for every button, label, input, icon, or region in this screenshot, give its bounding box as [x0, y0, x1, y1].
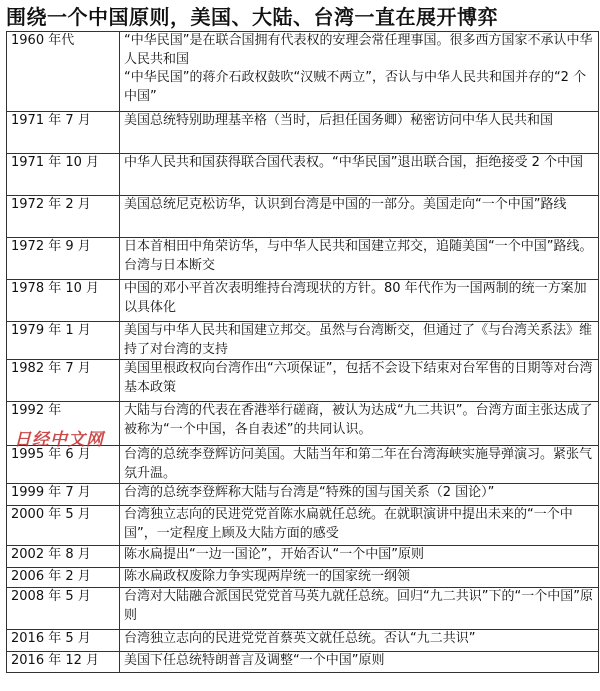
row-event: 台湾的总统李登辉称大陆与台湾是“特殊的国与国关系（2 国论）” [120, 484, 599, 506]
table-row [7, 588, 599, 630]
row-event: 美国里根政权向台湾作出“六项保证”，包括不会设下结束对台军售的日期等对台湾基本政策 [120, 360, 599, 402]
table-row [7, 280, 599, 322]
row-date: 1972 年 9 月 [7, 238, 120, 280]
row-event: 陈水扁政权废除力争实现两岸统一的国家统一纲领 [120, 568, 599, 588]
row-event: 美国下任总统特朗普言及调整“一个中国”原则 [120, 652, 599, 673]
table-row [7, 112, 599, 154]
row-date: 2016 年 5 月 [7, 630, 120, 652]
page-title: 围绕一个中国原则，美国、大陆、台湾一直在展开博弈 [6, 5, 498, 29]
row-date: 1972 年 2 月 [7, 196, 120, 238]
row-event: 台湾独立志向的民进党党首陈水扁就任总统。在就职演讲中提出未来的“一个中国”，一定程度上顾及大陆方面的感受 [120, 506, 599, 546]
row-event: 台湾的总统李登辉访问美国。大陆当年和第二年在台湾海峡实施导弹演习。紧张气氛升温。 [120, 446, 599, 484]
table-row [7, 360, 599, 402]
row-date: 2006 年 2 月 [7, 568, 120, 588]
row-date: 1999 年 7 月 [7, 484, 120, 506]
row-date: 1971 年 10 月 [7, 154, 120, 196]
table-row [7, 154, 599, 196]
table-row [7, 568, 599, 588]
row-date: 1992 年 [7, 402, 120, 446]
row-event: 台湾独立志向的民进党党首蔡英文就任总统。否认“九二共识” [120, 630, 599, 652]
table-row [7, 322, 599, 360]
table-row [7, 630, 599, 652]
row-event: 美国与中华人民共和国建立邦交。虽然与台湾断交，但通过了《与台湾关系法》维持了对台湾的支持 [120, 322, 599, 360]
table-row [7, 446, 599, 484]
row-date: 1960 年代 [7, 32, 120, 112]
row-date: 1978 年 10 月 [7, 280, 120, 322]
table-row [7, 546, 599, 568]
row-event: “中华民国”是在联合国拥有代表权的安理会常任理事国。很多西方国家不承认中华人民共和国 “中华民国”的蒋介石政权鼓吹“汉贼不两立”，否认与中华人民共和国并存的“2 个中国” [120, 32, 599, 112]
row-date: 2002 年 8 月 [7, 546, 120, 568]
table-row [7, 484, 599, 506]
row-event: 美国总统特别助理基辛格（当时，后担任国务卿）秘密访问中华人民共和国 [120, 112, 599, 154]
row-event: 台湾对大陆融合派国民党党首马英九就任总统。回归“九二共识”下的“一个中国”原则 [120, 588, 599, 630]
row-event: 美国总统尼克松访华，认识到台湾是中国的一部分。美国走向“一个中国”路线 [120, 196, 599, 238]
row-date: 1971 年 7 月 [7, 112, 120, 154]
table-row [7, 652, 599, 673]
row-date: 1982 年 7 月 [7, 360, 120, 402]
table-row [7, 32, 599, 112]
row-event: 大陆与台湾的代表在香港举行磋商，被认为达成“九二共识”。台湾方面主张达成了被称为“一个中国，各自表述”的共同认识。 [120, 402, 599, 446]
row-event: 中华人民共和国获得联合国代表权。“中华民国”退出联合国，拒绝接受 2 个中国 [120, 154, 599, 196]
table-row [7, 238, 599, 280]
row-date: 1979 年 1 月 [7, 322, 120, 360]
table-row [7, 196, 599, 238]
row-date: 1995 年 6 月 [7, 446, 120, 484]
row-date: 2016 年 12 月 [7, 652, 120, 673]
row-date: 2008 年 5 月 [7, 588, 120, 630]
row-event: 陈水扁提出“一边一国论”，开始否认“一个中国”原则 [120, 546, 599, 568]
row-date: 2000 年 5 月 [7, 506, 120, 546]
row-event: 日本首相田中角荣访华，与中华人民共和国建立邦交，追随美国“一个中国”路线。台湾与日本断交 [120, 238, 599, 280]
table-row [7, 506, 599, 546]
timeline-table [6, 31, 599, 673]
watermark-logo: 日经中文网 [14, 430, 104, 450]
row-event: 中国的邓小平首次表明维持台湾现状的方针。80 年代作为一国两制的统一方案加以具体化 [120, 280, 599, 322]
